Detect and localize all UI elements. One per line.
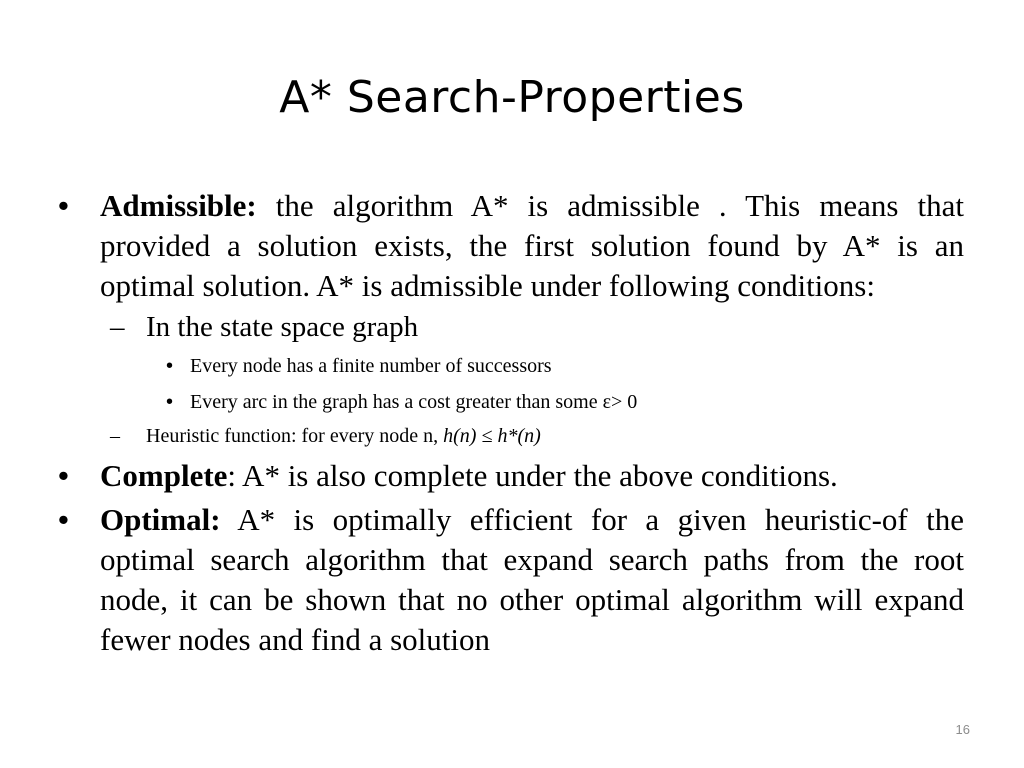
- bullet-admissible: [58, 186, 964, 306]
- bullet-text: : A* is also complete under the above conditions.: [227, 458, 838, 493]
- slide-body: [58, 186, 964, 660]
- condition-item-text: Every node has a finite number of successors: [190, 355, 552, 377]
- bullet-marker: •: [166, 391, 174, 413]
- heuristic-formula: h(n) ≤ h*(n): [443, 425, 541, 447]
- page-number: 16: [955, 722, 970, 737]
- condition-item: [58, 384, 964, 420]
- bullet-optimal: [58, 500, 964, 660]
- bullet-marker: •: [58, 458, 69, 493]
- bullet-term: Optimal:: [100, 502, 221, 537]
- bullet-term: Complete: [100, 458, 228, 493]
- dash-marker: –: [110, 311, 125, 343]
- bullet-marker: •: [58, 502, 69, 537]
- bullet-complete: [58, 456, 964, 496]
- bullet-text: A* is optimally efficient for a given heuristic-of the optimal search algorithm that expand search paths from the root node, it can be shown that no other optimal algorithm will expand fewer nodes and find a solution: [100, 502, 964, 657]
- condition-item-text: Every arc in the graph has a cost greater than some ε> 0: [190, 391, 638, 413]
- condition-heuristic: [58, 420, 964, 452]
- dash-marker: –: [110, 425, 120, 447]
- condition-text: In the state space graph: [146, 311, 419, 343]
- bullet-text: the algorithm A* is admissible . This means that provided a solution exists, the first solution found by A* is an optimal solution. A* is admissible under following conditions:: [100, 188, 964, 303]
- condition-text: Heuristic function: for every node n,: [146, 425, 444, 447]
- bullet-marker: •: [166, 355, 174, 377]
- condition-state-space: [58, 306, 964, 348]
- bullet-term: Admissible:: [100, 188, 257, 223]
- condition-item: [58, 348, 964, 384]
- slide-title: A* Search-Properties: [279, 72, 745, 123]
- bullet-marker: •: [58, 188, 69, 223]
